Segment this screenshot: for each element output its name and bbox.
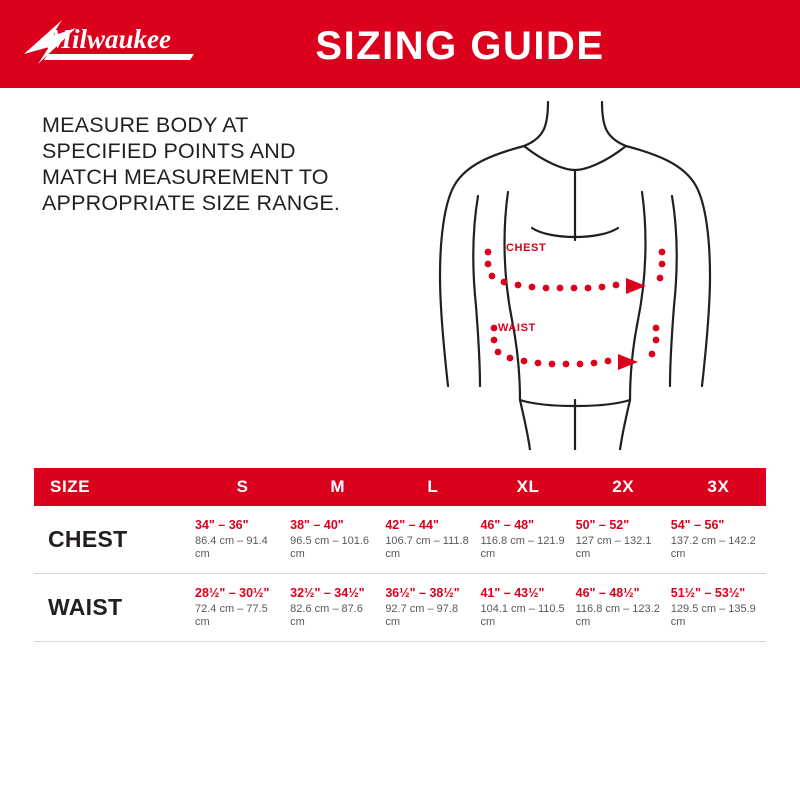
cell-metric: 92.7 cm – 97.8 cm bbox=[385, 603, 459, 628]
column-header-3x: 3X bbox=[671, 468, 766, 506]
cell-metric: 116.8 cm – 123.2 cm bbox=[575, 603, 660, 628]
row-label-waist: WAIST bbox=[48, 594, 123, 620]
figure-chest-label: CHEST bbox=[506, 242, 547, 254]
cell-waist-xl bbox=[480, 574, 575, 642]
cell-metric: 104.1 cm – 110.5 cm bbox=[480, 603, 565, 628]
cell-metric: 116.8 cm – 121.9 cm bbox=[480, 535, 565, 560]
cell-imperial: 50" – 52" bbox=[575, 518, 630, 532]
column-header-s: S bbox=[195, 468, 290, 506]
cell-metric: 82.6 cm – 87.6 cm bbox=[290, 603, 363, 628]
cell-metric: 86.4 cm – 91.4 cm bbox=[195, 535, 268, 560]
cell-waist-m bbox=[290, 574, 385, 642]
page-title: SIZING GUIDE bbox=[315, 24, 605, 68]
cell-imperial: 54" – 56" bbox=[670, 518, 725, 532]
sizing-table-container bbox=[34, 468, 766, 642]
cell-imperial: 34" – 36" bbox=[195, 518, 249, 532]
intro-text: MEASURE BODY AT SPECIFIED POINTS AND MATCH MEASUREMENT TO APPROPRIATE SIZE RANGE. bbox=[42, 113, 341, 215]
cell-metric: 106.7 cm – 111.8 cm bbox=[385, 535, 469, 560]
cell-chest-l bbox=[385, 506, 480, 574]
cell-waist-3x bbox=[671, 574, 766, 642]
sizing-table bbox=[34, 468, 766, 642]
row-label-chest: CHEST bbox=[48, 526, 128, 552]
cell-imperial: 36½" – 38½" bbox=[385, 586, 460, 600]
cell-waist-l bbox=[385, 574, 480, 642]
cell-chest-2x bbox=[576, 506, 671, 574]
table-body bbox=[34, 506, 766, 642]
column-header-xl: XL bbox=[480, 468, 575, 506]
cell-metric: 129.5 cm – 135.9 cm bbox=[670, 603, 756, 628]
table-header-row bbox=[34, 468, 766, 506]
body-measurement-figure bbox=[420, 100, 750, 450]
table-row bbox=[34, 574, 766, 642]
cell-imperial: 46" – 48" bbox=[480, 518, 535, 532]
cell-imperial: 28½" – 30½" bbox=[195, 586, 270, 600]
table-header bbox=[34, 468, 766, 506]
cell-waist-s bbox=[195, 574, 290, 642]
cell-metric: 127 cm – 132.1 cm bbox=[575, 535, 652, 560]
column-header-size: SIZE bbox=[34, 468, 195, 506]
cell-imperial: 38" – 40" bbox=[290, 518, 344, 532]
cell-metric: 96.5 cm – 101.6 cm bbox=[290, 535, 370, 560]
cell-waist-2x bbox=[576, 574, 671, 642]
cell-chest-xl bbox=[480, 506, 575, 574]
cell-imperial: 46" – 48½" bbox=[575, 586, 640, 600]
cell-metric: 72.4 cm – 77.5 cm bbox=[195, 603, 268, 628]
table-row bbox=[34, 506, 766, 574]
cell-chest-s bbox=[195, 506, 290, 574]
svg-text:Milwaukee: Milwaukee bbox=[48, 24, 172, 54]
figure-waist-label: WAIST bbox=[498, 322, 536, 334]
column-header-l: L bbox=[385, 468, 480, 506]
page-header bbox=[0, 0, 800, 88]
cell-imperial: 42" – 44" bbox=[385, 518, 439, 532]
cell-imperial: 41" – 43½" bbox=[480, 586, 545, 600]
column-header-2x: 2X bbox=[576, 468, 671, 506]
column-header-m: M bbox=[290, 468, 385, 506]
cell-chest-3x bbox=[671, 506, 766, 574]
cell-imperial: 32½" – 34½" bbox=[290, 586, 365, 600]
cell-metric: 137.2 cm – 142.2 cm bbox=[670, 535, 756, 560]
cell-imperial: 51½" – 53½" bbox=[670, 586, 746, 600]
cell-chest-m bbox=[290, 506, 385, 574]
